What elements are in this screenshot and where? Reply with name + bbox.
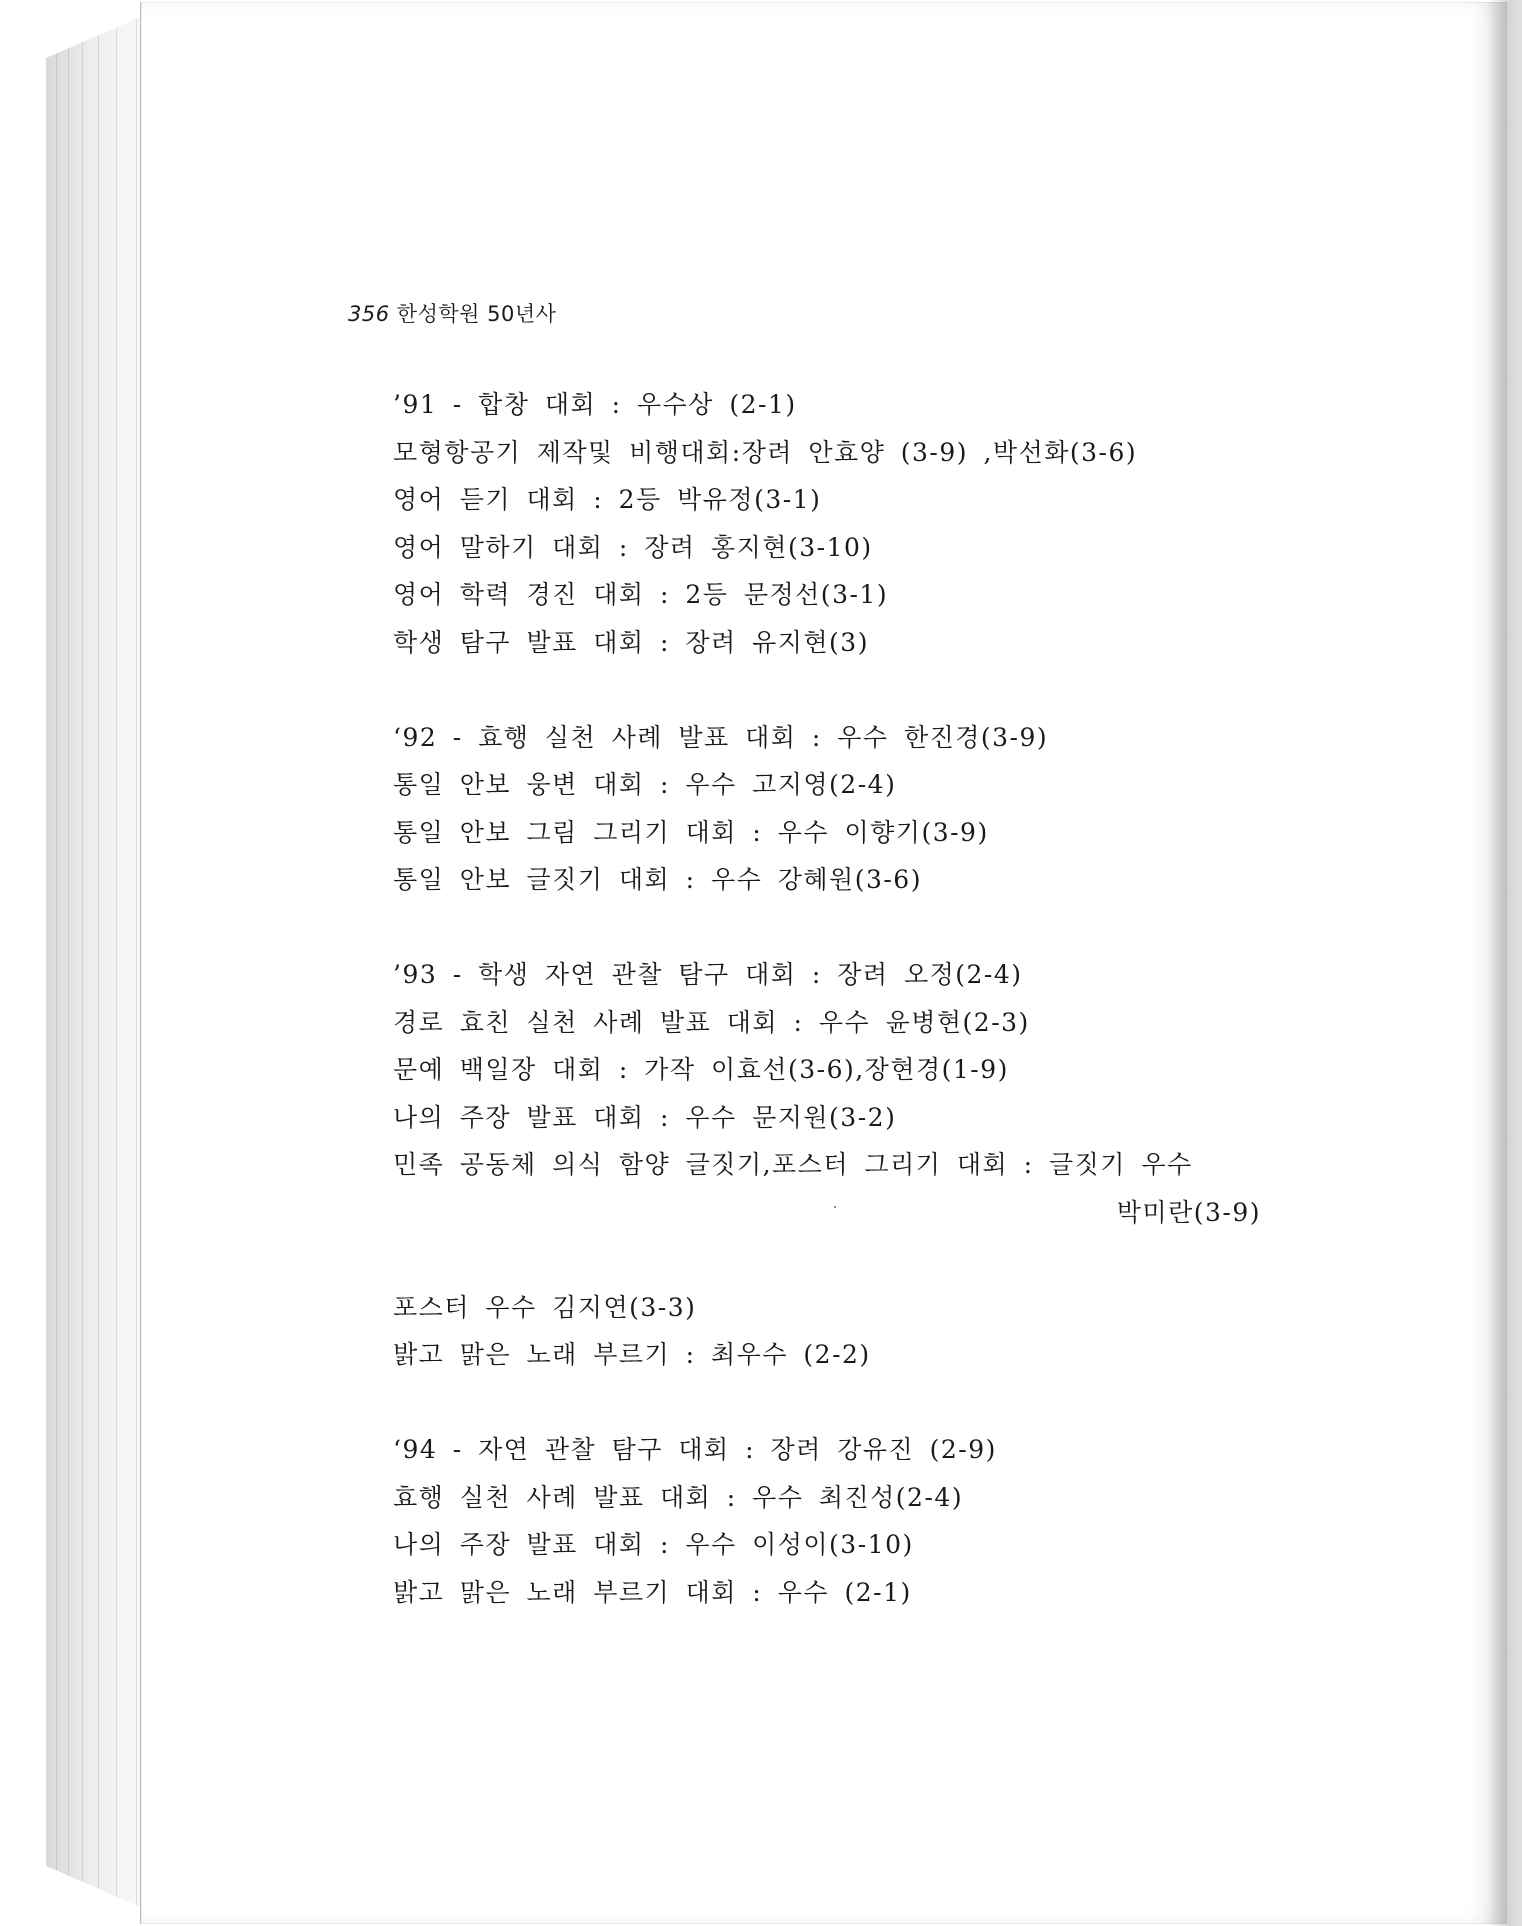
award-line: 학생 탐구 발표 대회 : 장려 유지현(3) bbox=[393, 627, 869, 657]
page-edge-shadow bbox=[1488, 0, 1522, 1926]
award-line: 통일 안보 웅변 대회 : 우수 고지영(2-4) bbox=[393, 770, 897, 799]
scan-speck bbox=[834, 1206, 836, 1208]
award-line: 효행 실천 사례 발표 대회 : 우수 최진성(2-4) bbox=[393, 1482, 964, 1512]
award-line: 영어 말하기 대회 : 장려 홍지현(3-10) bbox=[393, 532, 873, 562]
award-line: 밝고 맑은 노래 부르기 : 최우수 (2-2) bbox=[393, 1340, 871, 1369]
award-line: 통일 안보 그림 그리기 대회 : 우수 이향기(3-9) bbox=[393, 817, 989, 847]
award-line-continuation: 박미란(3-9) bbox=[1116, 1197, 1261, 1227]
running-header bbox=[348, 298, 556, 328]
award-line: 모형항공기 제작및 비행대회:장려 안효양 (3-9) ,박선화(3-6) bbox=[393, 437, 1138, 467]
award-line: 나의 주장 발표 대회 : 우수 문지원(3-2) bbox=[393, 1102, 897, 1132]
awards-list bbox=[393, 381, 1283, 1616]
award-line: 영어 듣기 대회 : 2등 박유정(3-1) bbox=[393, 485, 822, 514]
book-title: 한성학원 50년사 bbox=[396, 302, 557, 326]
award-line: 포스터 우수 김지연(3-3) bbox=[393, 1292, 697, 1322]
award-line: ’91 - 합창 대회 : 우수상 (2-1) bbox=[393, 390, 797, 419]
award-line: ’93 - 학생 자연 관찰 탐구 대회 : 장려 오정(2-4) bbox=[393, 960, 1023, 989]
award-line: 나의 주장 발표 대회 : 우수 이성이(3-10) bbox=[393, 1530, 914, 1559]
award-line: 통일 안보 글짓기 대회 : 우수 강혜원(3-6) bbox=[393, 865, 922, 894]
award-line: ‘94 - 자연 관찰 탐구 대회 : 장려 강유진 (2-9) bbox=[393, 1435, 997, 1464]
award-line: 경로 효친 실천 사례 발표 대회 : 우수 윤병현(2-3) bbox=[393, 1007, 1030, 1037]
award-line: 민족 공동체 의식 함양 글짓기,포스터 그리기 대회 : 글짓기 우수 bbox=[393, 1150, 1193, 1179]
award-line: ‘92 - 효행 실천 사례 발표 대회 : 우수 한진경(3-9) bbox=[393, 722, 1049, 752]
award-line: 영어 학력 경진 대회 : 2등 문정선(3-1) bbox=[393, 580, 889, 609]
award-line: 밝고 맑은 노래 부르기 대회 : 우수 (2-1) bbox=[393, 1577, 912, 1607]
page-number: 356 bbox=[348, 302, 390, 326]
award-line: 문예 백일장 대회 : 가작 이효선(3-6),장현경(1-9) bbox=[393, 1055, 1009, 1084]
